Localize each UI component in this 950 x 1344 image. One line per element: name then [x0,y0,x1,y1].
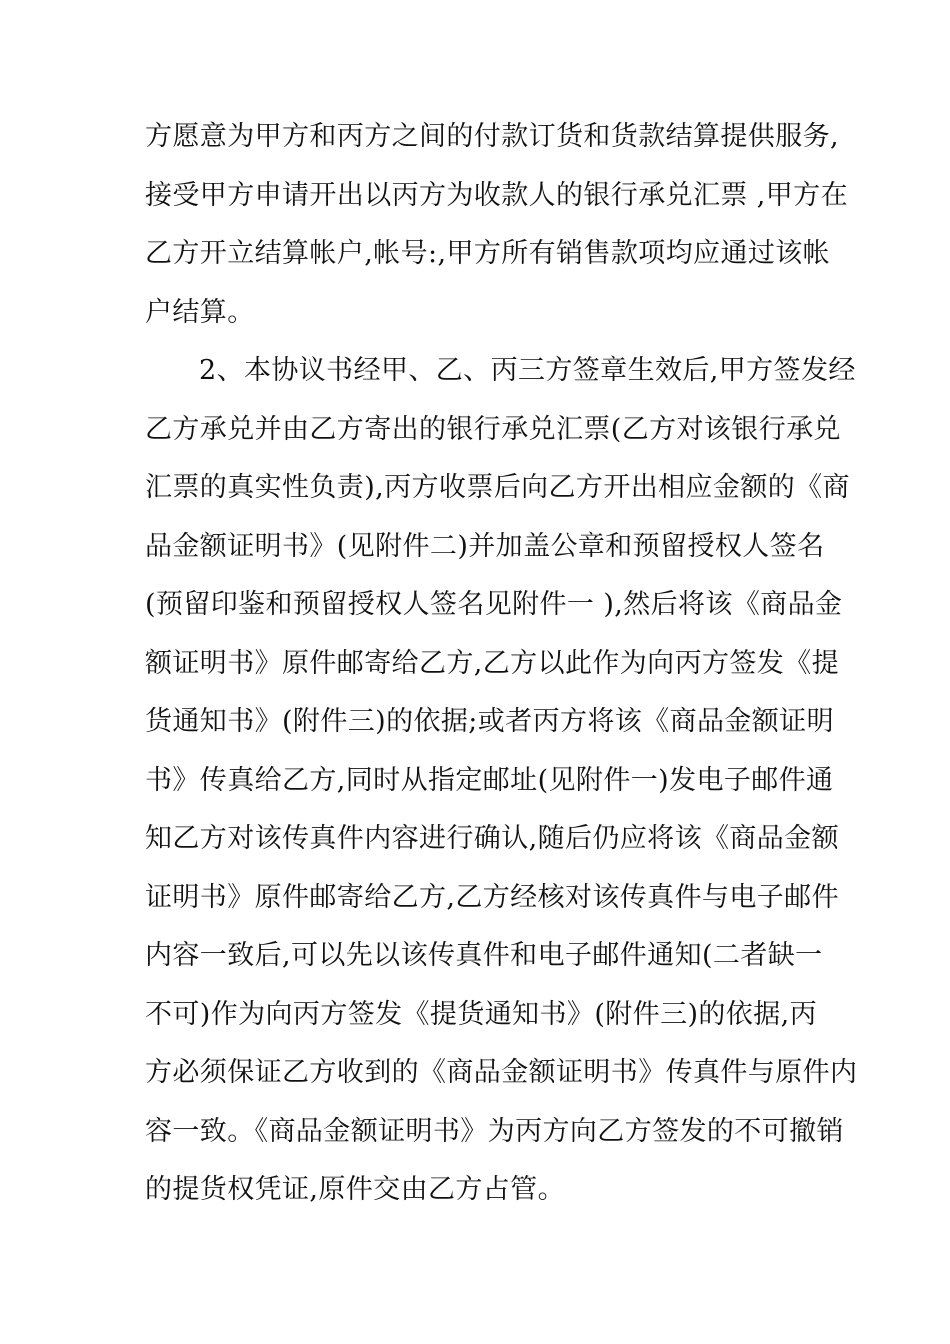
document-body [145,108,858,1220]
paragraph-line: 证明书》原件邮寄给乙方,乙方经核对该传真件与电子邮件 [145,881,839,913]
paragraph-line: 接受甲方申请开出以丙方为收款人的银行承兑汇票 ,甲方在 [145,179,848,211]
paragraph-line: 2、本协议书经甲、乙、丙三方签章生效后,甲方签发经 [199,355,856,386]
paragraph-line: 的提货权凭证,原件交由乙方占管。 [145,1174,565,1205]
paragraph-line: 方愿意为甲方和丙方之间的付款订货和货款结算提供服务, [145,121,839,152]
paragraph-line: 容一致。《商品金额证明书》为丙方向乙方签发的不可撤销 [145,1115,844,1147]
paragraph-line: 知乙方对该传真件内容进行确认,随后仍应将该《商品金额 [145,823,839,854]
paragraph-line: 不可)作为向丙方签发《提货通知书》(附件三)的依据,丙 [145,998,817,1030]
paragraph-line: 乙方承兑并由乙方寄出的银行承兑汇票(乙方对该银行承兑 [145,413,841,445]
paragraph-line: 内容一致后,可以先以该传真件和电子邮件通知(二者缺一 [145,940,823,971]
paragraph-1 [145,108,848,342]
paragraph-line: 乙方开立结算帐户,帐号:,甲方所有销售款项均应通过该帐 [145,238,831,269]
paragraph-line: (预留印鉴和预留授权人签名见附件一 ),然后将该《商品金 [145,589,843,620]
paragraph-line: 方必须保证乙方收到的《商品金额证明书》传真件与原件内 [145,1057,858,1088]
paragraph-line: 品金额证明书》(见附件二)并加盖公章和预留授权人签名 [145,530,825,562]
paragraph-line: 额证明书》原件邮寄给乙方,乙方以此作为向丙方签发《提 [145,647,839,679]
paragraph-line: 货通知书》(附件三)的依据;或者丙方将该《商品金额证明 [145,706,834,737]
paragraph-line: 户结算。 [145,296,255,328]
paragraph-2 [145,342,858,1220]
paragraph-line: 汇票的真实性负责),丙方收票后向乙方开出相应金额的《商 [145,472,850,503]
paragraph-line: 书》传真给乙方,同时从指定邮址(见附件一)发电子邮件通 [145,764,834,796]
